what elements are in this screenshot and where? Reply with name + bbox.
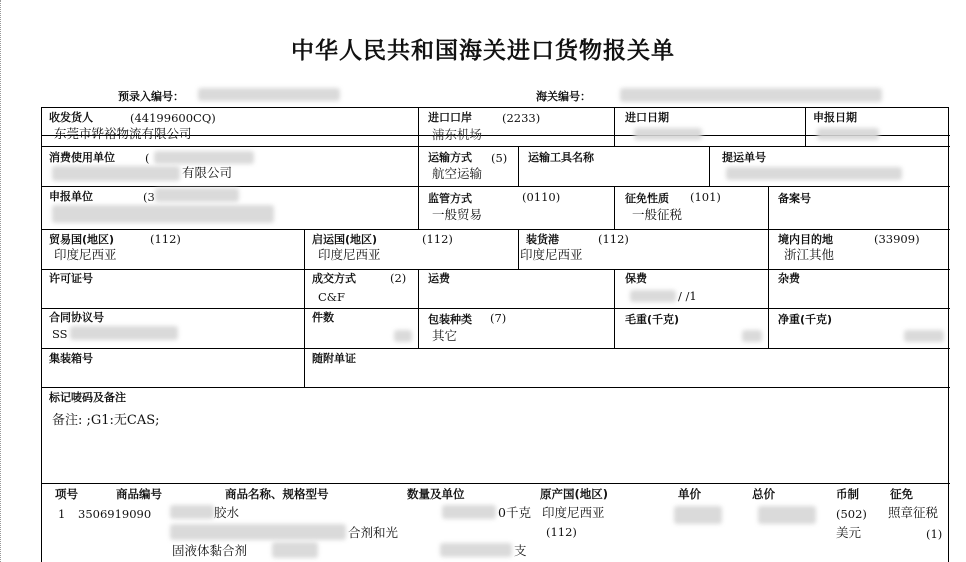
goods-name-line-1: 胶水: [214, 505, 240, 520]
loading-port-label: 装货港: [526, 233, 559, 246]
redacted-import-date: [634, 128, 702, 140]
license-label: 许可证号: [49, 272, 93, 285]
destination-code: (33909): [874, 232, 920, 246]
trade-country-value: 印度尼西亚: [54, 247, 117, 262]
customs-number-label: 海关编号：: [536, 90, 591, 103]
deal-mode-code: (2): [390, 271, 407, 285]
levy-code: (1): [926, 527, 943, 541]
col-goods-name: 商品名称、规格型号: [225, 487, 329, 501]
redacted-contract: [70, 326, 178, 340]
levy-value: 照章征税: [888, 505, 939, 520]
import-port-value: 浦东机场: [432, 127, 483, 142]
transport-mode-code: (5): [491, 151, 508, 165]
item-number: 1: [58, 507, 66, 521]
marks-remarks-label: 标记唛码及备注: [49, 391, 126, 404]
scan-edge-left: [0, 0, 1, 562]
package-type-value: 其它: [432, 328, 458, 343]
redacted-net-weight: [904, 330, 944, 342]
consignee-value: 东莞市铧裕物流有限公司: [54, 126, 192, 141]
col-item-no: 项号: [55, 487, 78, 501]
col-levy: 征免: [890, 487, 913, 501]
redacted-goods-name-prefix: [170, 505, 214, 519]
supervision-mode-code: (0110): [522, 190, 561, 204]
transport-mode-value: 航空运输: [432, 166, 483, 181]
redacted-declare-date: [817, 128, 879, 140]
deal-mode-value: C&F: [318, 290, 346, 304]
redacted-unit-price: [674, 506, 722, 524]
misc-fee-label: 杂费: [778, 272, 800, 285]
import-port-label: 进口口岸: [428, 111, 472, 124]
import-date-label: 进口日期: [625, 111, 669, 124]
levy-nature-value: 一般征税: [632, 207, 683, 222]
transport-mode-label: 运输方式: [428, 151, 472, 164]
consignee-code: (44199600CQ): [130, 111, 216, 125]
origin-country-code: (112): [422, 232, 453, 246]
container-number-label: 集装箱号: [49, 352, 93, 365]
deal-mode-label: 成交方式: [312, 272, 356, 285]
col-currency: 币制: [836, 487, 859, 501]
redacted-consumer-code: [154, 151, 254, 164]
declare-date-label: 申报日期: [813, 111, 857, 124]
goods-name-line-3: 固液体黏合剂: [172, 543, 248, 558]
consumer-unit-value: 有限公司: [182, 165, 233, 180]
redacted-pre-entry-number: [198, 88, 340, 101]
redacted-declarant-name: [52, 205, 274, 223]
redacted-total-price: [758, 506, 816, 524]
redacted-goods-name-line-3: [272, 542, 318, 558]
contract-value: SS: [52, 327, 68, 341]
goods-name-line-2: 合剂和光: [348, 525, 399, 540]
col-quantity: 数量及单位: [407, 487, 465, 501]
levy-nature-label: 征免性质: [625, 192, 669, 205]
record-number-label: 备案号: [778, 192, 811, 205]
redacted-goods-name-line-2: [170, 524, 346, 540]
origin-country-value: 印度尼西亚: [318, 247, 381, 262]
supervision-mode-value: 一般贸易: [432, 207, 483, 222]
origin-country-code-item: (112): [546, 525, 577, 539]
consignee-label: 收发货人: [49, 111, 93, 124]
col-origin: 原产国(地区): [540, 487, 609, 501]
document-title: 中华人民共和国海关进口货物报关单: [291, 38, 675, 64]
col-hs-code: 商品编号: [116, 487, 162, 501]
vehicle-name-label: 运输工具名称: [528, 151, 594, 164]
redacted-pieces: [394, 330, 412, 342]
gross-weight-label: 毛重(千克): [625, 313, 680, 326]
redacted-declarant-code: [155, 188, 239, 202]
redacted-consumer-name: [52, 166, 180, 181]
loading-port-value: 印度尼西亚: [520, 247, 583, 262]
consumer-unit-code: (: [145, 151, 150, 165]
destination-value: 浙江其他: [784, 247, 835, 262]
freight-label: 运费: [428, 272, 450, 285]
package-type-label: 包装种类: [428, 313, 472, 326]
pre-entry-number-label: 预录入编号：: [118, 90, 184, 103]
redacted-insurance: [630, 290, 676, 302]
redacted-customs-number: [620, 88, 882, 102]
insurance-label: 保费: [625, 272, 647, 285]
redacted-quantity-2: [440, 543, 512, 557]
redacted-quantity-1: [442, 505, 496, 519]
declarant-label: 申报单位: [49, 190, 93, 203]
levy-nature-code: (101): [690, 190, 721, 204]
declaration-form: [41, 107, 949, 562]
declarant-code: (3: [143, 190, 155, 204]
currency-code: (502): [836, 507, 867, 521]
loading-port-code: (112): [598, 232, 629, 246]
currency-value: 美元: [836, 525, 862, 540]
contract-label: 合同协议号: [49, 311, 104, 324]
destination-label: 境内目的地: [778, 233, 833, 246]
hs-code: 3506919090: [78, 507, 152, 521]
net-weight-label: 净重(千克): [778, 313, 833, 326]
package-type-code: (7): [490, 311, 507, 325]
col-unit-price: 单价: [678, 487, 701, 501]
origin-country: 印度尼西亚: [542, 505, 605, 520]
pieces-label: 件数: [312, 311, 334, 324]
trade-country-label: 贸易国(地区): [49, 233, 115, 246]
remarks-value: 备注: ;G1:无CAS;: [52, 413, 160, 428]
documents-label: 随附单证: [312, 352, 356, 365]
origin-country-label: 启运国(地区): [312, 233, 378, 246]
bill-of-lading-label: 提运单号: [722, 151, 766, 164]
quantity-line-1: 0千克: [498, 505, 531, 520]
import-port-code: (2233): [502, 111, 541, 125]
consumer-unit-label: 消费使用单位: [49, 151, 115, 164]
redacted-bill-of-lading: [726, 167, 902, 180]
redacted-gross-weight: [742, 330, 762, 342]
insurance-value: / /1: [678, 289, 697, 303]
trade-country-code: (112): [150, 232, 181, 246]
quantity-line-2: 支: [514, 543, 527, 558]
supervision-mode-label: 监管方式: [428, 192, 472, 205]
col-total-price: 总价: [752, 487, 775, 501]
